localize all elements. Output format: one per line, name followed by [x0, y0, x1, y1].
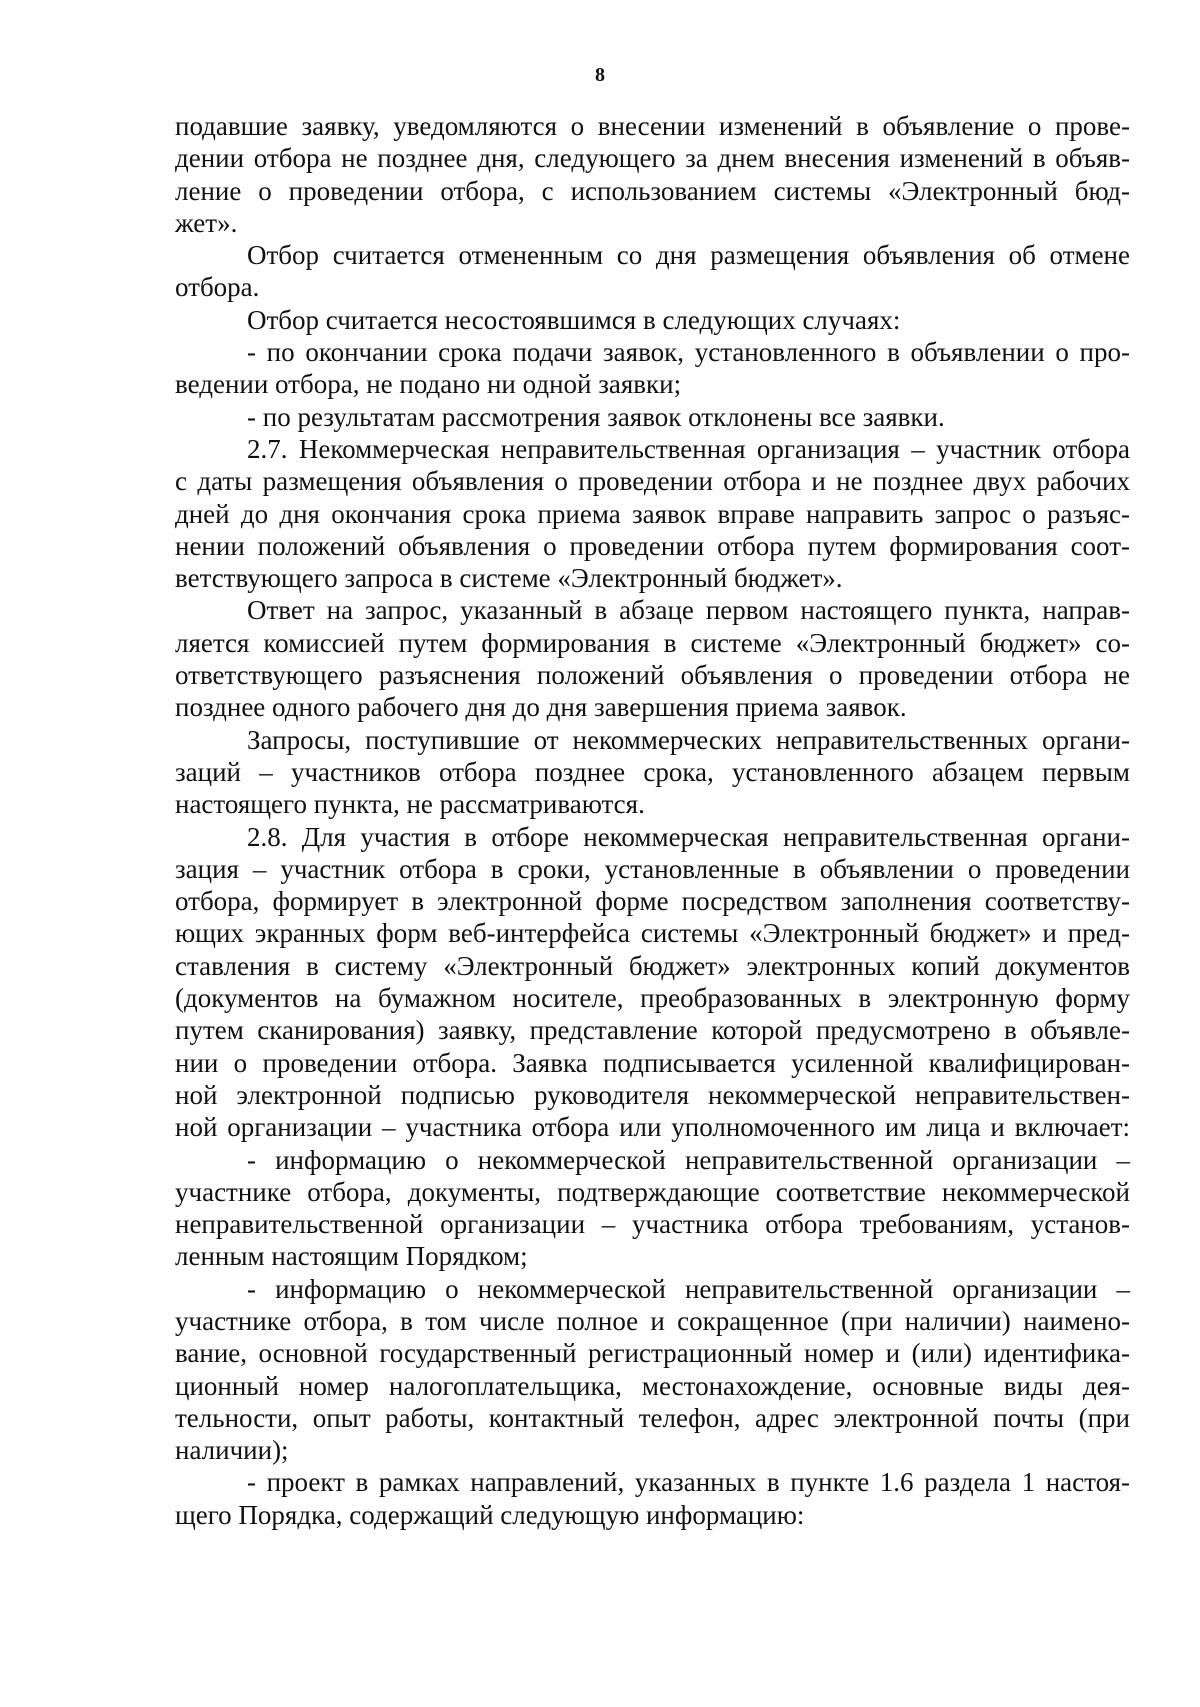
text-line: ведении отбора, не подано ни одной заявки;: [175, 369, 682, 400]
text-line: ющих экранных форм веб-интерфейса системы «Электронный бюджет» и пред-: [175, 918, 1130, 949]
text-line: дении отбора не позднее дня, следующего за днем внесения изменений в объяв-: [175, 143, 1130, 174]
text-line: настоящего пункта, не рассматриваются.: [175, 789, 645, 820]
text-line: нении положений объявления о проведении отбора путем формирования соот-: [175, 530, 1130, 561]
text-line: участнике отбора, документы, подтверждающие соответствие некоммерческой: [175, 1176, 1130, 1207]
text-line: заций – участников отбора позднее срока, установленного абзацем первым: [175, 756, 1130, 787]
text-line: подавшие заявку, уведомляются о внесении изменений в объявление о прове-: [175, 111, 1130, 141]
body-text: [175, 110, 1130, 1531]
text-line: Отбор считается отмененным со дня размещения объявления об отмене: [247, 240, 1130, 271]
text-line: ление о проведении отбора, с использованием системы «Электронный бюд-: [175, 175, 1130, 206]
text-line: ленным настоящим Порядком;: [175, 1241, 528, 1272]
text-line: щего Порядка, содержащий следующую информацию:: [175, 1499, 805, 1530]
text-line: отбора.: [175, 272, 260, 303]
text-line: Запросы, поступившие от некоммерческих неправительственных органи-: [247, 724, 1130, 755]
text-line: вание, основной государственный регистрационный номер и (или) идентифика-: [175, 1338, 1130, 1369]
text-line: ционный номер налогоплательщика, местонахождение, основные виды дея-: [175, 1370, 1130, 1401]
text-line: ответствующего разъяснения положений объявления о проведении отбора не: [175, 660, 1130, 691]
text-line: 2.8. Для участия в отборе некоммерческая неправительственная органи-: [247, 821, 1130, 852]
text-line: тельности, опыт работы, контактный телефон, адрес электронной почты (при: [175, 1402, 1130, 1433]
text-line: - информацию о некоммерческой неправительственной организации –: [247, 1144, 1130, 1175]
text-line: ляется комиссией путем формирования в системе «Электронный бюджет» со-: [175, 627, 1130, 658]
text-line: зация – участник отбора в сроки, установленные в объявлении о проведении: [175, 853, 1130, 884]
text-line: отбора, формирует в электронной форме посредством заполнения соответству-: [175, 886, 1130, 917]
text-line: с даты размещения объявления о проведении отбора и не позднее двух рабочих: [175, 466, 1130, 497]
text-line: (документов на бумажном носителе, преобразованных в электронную форму: [175, 983, 1130, 1014]
text-line: Отбор считается несостоявшимся в следующих случаях:: [247, 304, 901, 335]
text-line: ной организации – участника отбора или уполномоченного им лица и включает:: [175, 1112, 1130, 1143]
text-line: жет».: [175, 207, 238, 238]
text-line: - по окончании срока подачи заявок, установленного в объявлении о про-: [247, 337, 1130, 368]
text-line: ной электронной подписью руководителя некоммерческой неправительствен-: [175, 1079, 1130, 1110]
text-line: нии о проведении отбора. Заявка подписывается усиленной квалифицирован-: [175, 1047, 1130, 1078]
text-line: дней до дня окончания срока приема заявок вправе направить запрос о разъяс-: [175, 498, 1130, 529]
text-line: ставления в систему «Электронный бюджет» электронных копий документов: [175, 950, 1130, 981]
text-line: Ответ на запрос, указанный в абзаце первом настоящего пункта, направ-: [247, 595, 1130, 626]
text-line: наличии);: [175, 1435, 289, 1466]
text-line: участнике отбора, в том числе полное и сокращенное (при наличии) наимено-: [175, 1305, 1130, 1336]
text-line: - информацию о некоммерческой неправительственной организации –: [247, 1273, 1130, 1304]
text-line: 2.7. Некоммерческая неправительственная организация – участник отбора: [247, 433, 1130, 464]
text-line: ветствующего запроса в системе «Электронный бюджет».: [175, 563, 843, 594]
text-line: - проект в рамках направлений, указанных в пункте 1.6 раздела 1 настоя-: [247, 1467, 1130, 1498]
page-number: 8: [595, 64, 605, 86]
text-line: неправительственной организации – участника отбора требованиям, установ-: [175, 1209, 1130, 1240]
text-line: - по результатам рассмотрения заявок отклонены все заявки.: [247, 401, 945, 432]
text-line: путем сканирования) заявку, представление которой предусмотрено в объявле-: [175, 1015, 1130, 1046]
text-line: позднее одного рабочего дня до дня завершения приема заявок.: [175, 692, 907, 723]
